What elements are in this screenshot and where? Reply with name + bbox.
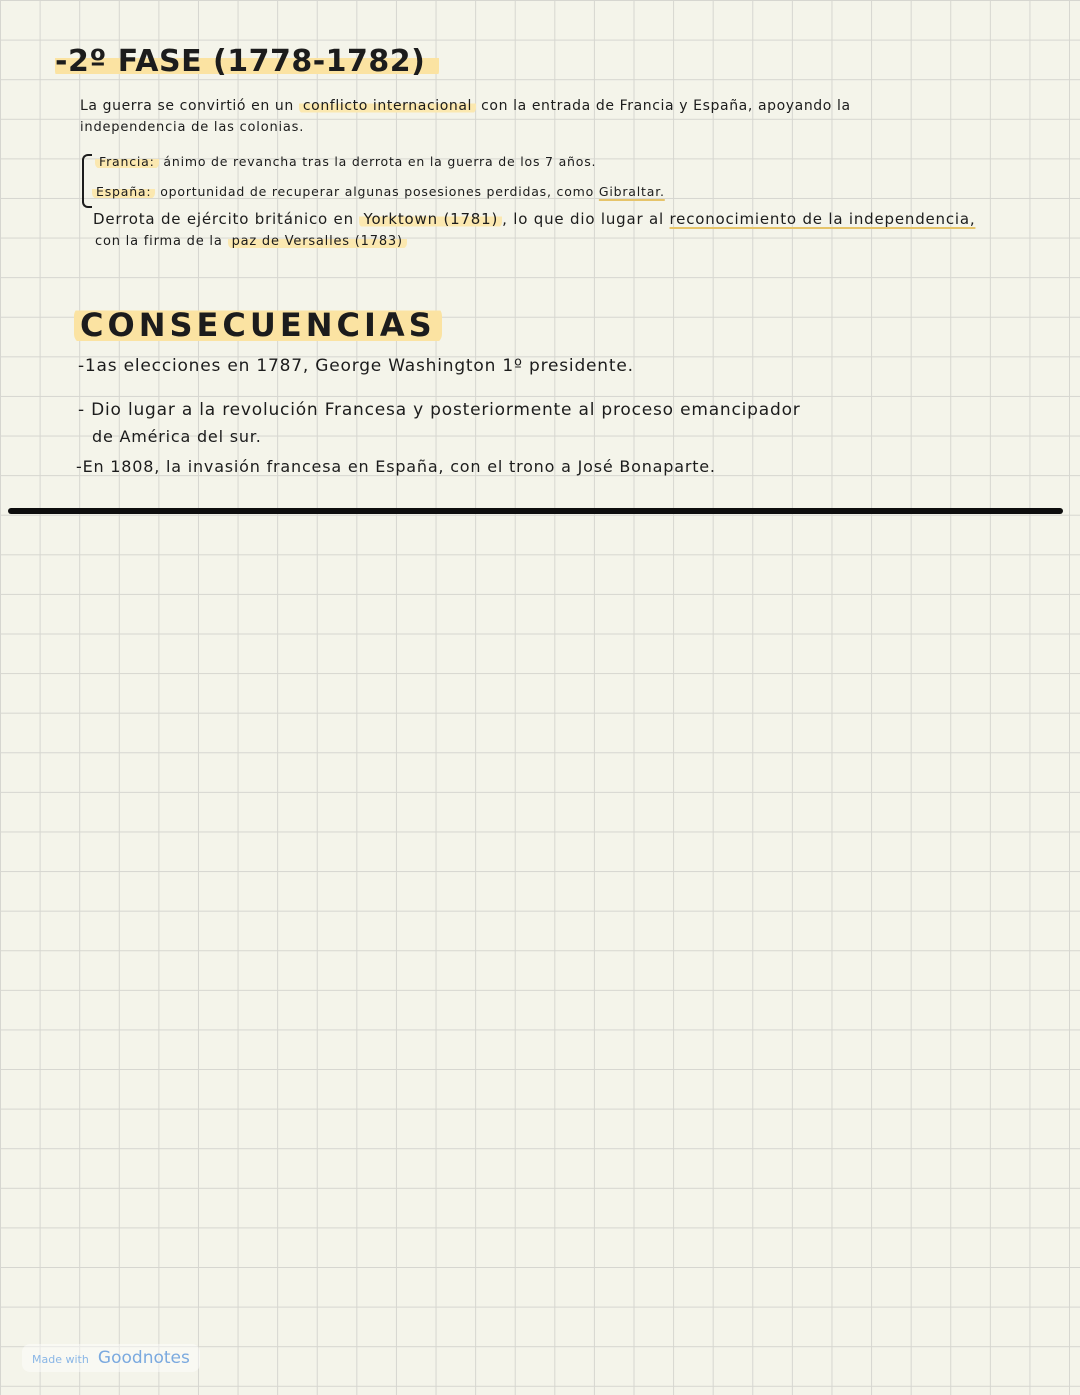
fase-title-text: -2º FASE (1778-1782) (55, 44, 439, 79)
text-francia: ánimo de revancha tras la derrota en la guerra de los 7 años. (163, 154, 597, 169)
divider-line (8, 508, 1063, 514)
watermark-small: Made with (32, 1353, 89, 1366)
paragraph-guerra-line2: independencia de las colonias. (80, 120, 305, 135)
text-segment: La guerra se convirtió en un (80, 98, 294, 114)
consecuencia-item-1: -1as elecciones en 1787, George Washington 1º presidente. (78, 356, 634, 376)
text-segment: con la firma de la (95, 234, 223, 249)
bullet-francia (95, 154, 596, 169)
bullet-espana (92, 184, 665, 199)
brace-bracket (82, 154, 92, 208)
goodnotes-watermark (22, 1344, 200, 1372)
paragraph-derrota-line1 (93, 210, 975, 228)
label-francia: Francia: (95, 154, 159, 169)
paragraph-derrota-line2 (95, 234, 407, 249)
section-title-fase (55, 44, 439, 79)
consecuencias-title-text: CONSECUENCIAS (74, 306, 442, 344)
text-espana: oportunidad de recuperar algunas posesiones perdidas, como (160, 184, 595, 199)
text-segment: Derrota de ejército británico en (93, 210, 354, 228)
place-gibraltar: Gibraltar. (598, 184, 665, 199)
consecuencia-item-3: -En 1808, la invasión francesa en España, con el trono a José Bonaparte. (76, 457, 716, 476)
section-title-consecuencias (74, 306, 442, 344)
watermark-logo: Goodnotes (97, 1348, 190, 1368)
highlight-conflicto: conflicto internacional (299, 98, 476, 114)
highlight-yorktown: Yorktown (1781) (359, 210, 502, 228)
underline-reconocimiento: reconocimiento de la independencia, (669, 210, 976, 228)
text-segment: con la entrada de Francia y España, apoyando la (481, 98, 851, 114)
consecuencia-item-2: - Dio lugar a la revolución Francesa y posteriormente al proceso emancipador (78, 400, 801, 420)
consecuencia-item-2-cont: de América del sur. (92, 427, 262, 446)
text-segment: , lo que dio lugar al (502, 210, 664, 228)
paragraph-guerra-line1 (80, 98, 851, 114)
highlight-versalles: paz de Versalles (1783) (228, 234, 407, 249)
label-espana: España: (92, 184, 155, 199)
